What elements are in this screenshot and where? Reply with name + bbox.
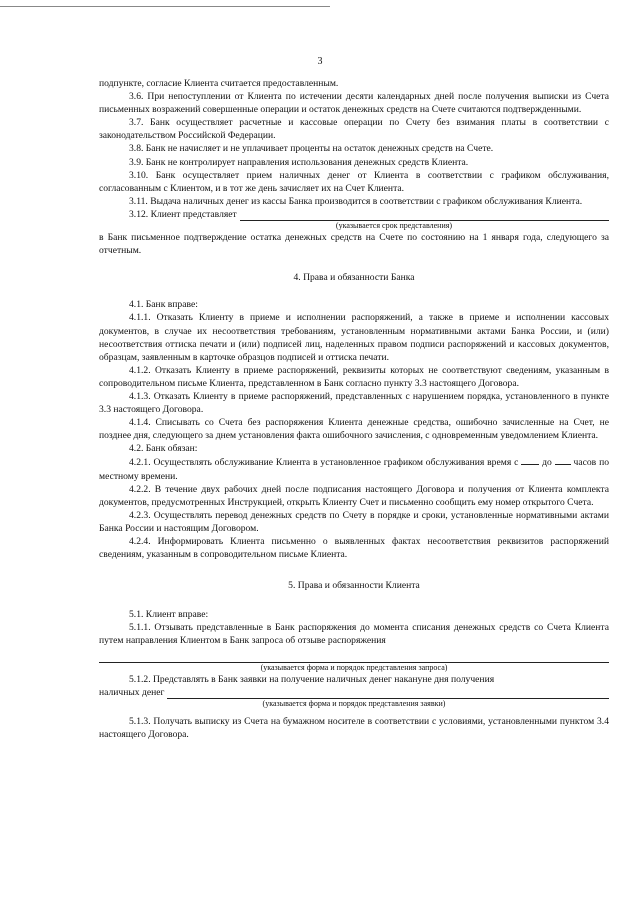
paragraph-5-1-2: 5.1.2. Представлять в Банк заявки на получение наличных денег накануне дня получения (129, 673, 495, 685)
blank-hours-to (555, 455, 571, 465)
paragraph-3-12-continuation: в Банк письменное подтверждение остатка денежных средств на Счете по состоянию на 1 января года, следующего за отчетным. (99, 232, 609, 257)
paragraph-4-1-3: 4.1.3. Отказать Клиенту в приеме распоряжений, представленных с нарушением порядка, установленного в пункте 3.3 настоящего Договора. (99, 390, 609, 416)
page-number: 3 (317, 56, 323, 67)
paragraph-3-10: 3.10. Банк осуществляет прием наличных денег от Клиента в соответствии с графиком обслуживания, согласованным с Клиентом, и в тот же день зачисляет их на Счет Клиента. (99, 169, 609, 194)
paragraph-4-1: 4.1. Банк вправе: (129, 299, 198, 311)
paragraph-4-1-4: 4.1.4. Списывать со Счета без распоряжения Клиента денежные средства, ошибочно зачисленные на Счет, не позднее дня, следующего за днем установления факта ошибочного зачисления, с одновременным уведомлением Клиента. (99, 417, 609, 442)
paragraph-5-1-2-cont: наличных денег (99, 686, 165, 698)
note-term: (указывается срок представления) (335, 221, 453, 231)
paragraph-5-1-1: 5.1.1. Отзывать представленные в Банк распоряжения до момента списания денежных средств со Счета Клиента путем направления Клиентом в Банк запроса об отзыве распоряжения (99, 622, 609, 647)
blank-request-line (99, 652, 609, 663)
paragraph-3-6: 3.6. При непоступлении от Клиента по истечении десяти календарных дней после получения выписки из Счета письменных возражений совершенные операции и остаток денежных средств на Счете считаются подтвержденными. (99, 91, 609, 116)
document-body (99, 77, 609, 741)
paragraph-4-2-1 (99, 455, 609, 482)
paragraph-4-1-1: 4.1.1. Отказать Клиенту в приеме и исполнении распоряжений, а также в приеме и исполнении кассовых документов, в случае их несоответствия требованиям, установленным нормативными актами Банка России, и (или) несоответствия оттиска печати и (или) подписей лиц, наделенных правом подписи распоряжений и кассовых документов, образцам, заявленным в карточке образцов подписей и оттиска печати. (99, 312, 609, 363)
paragraph-4-2-1-start: 4.2.1. Осуществлять обслуживание Клиента в установленное графиком обслуживания время с (129, 457, 519, 469)
paragraph-4-2-3: 4.2.3. Осуществлять перевод денежных средств по Счету в порядке и сроки, установленные нормативными актами Банка России и настоящим Договором. (99, 509, 609, 534)
paragraph-3-5-end: подпункте, согласие Клиента считается предоставленным. (99, 78, 339, 89)
blank-hours-from (521, 455, 539, 465)
paragraph-4-2-4: 4.2.4. Информировать Клиента письменно о выявленных фактах несоответствия реквизитов распоряжений сведениям, указанным в сопроводительном письме Клиента. (99, 536, 609, 561)
paragraph-3-9: 3.9. Банк не контролирует направления использования денежных средств Клиента. (129, 156, 469, 168)
blank-term-field (240, 210, 609, 221)
scan-artifact-line (0, 6, 330, 7)
blank-application-field (167, 688, 609, 699)
paragraph-3-12-label: 3.12. Клиент представляет (129, 208, 237, 220)
paragraph-4-2-1-end: часов по местному времени. (99, 457, 610, 482)
section-4-title: 4. Права и обязанности Банка (293, 272, 415, 284)
paragraph-3-7: 3.7. Банк осуществляет расчетные и кассовые операции по Счету без взимания платы в соответствии с законодательством Российской Федерации. (99, 117, 609, 142)
note-application: (указывается форма и порядок представления заявки) (262, 698, 446, 708)
section-5-title: 5. Права и обязанности Клиента (288, 580, 420, 592)
paragraph-5-1-3: 5.1.3. Получать выписку из Счета на бумажном носителе в соответствии с условиями, установленными пунктом 3.4 настоящего Договора. (99, 715, 609, 740)
paragraph-5-1: 5.1. Клиент вправе: (129, 609, 209, 621)
blank-request-field (99, 652, 609, 663)
paragraph-4-2: 4.2. Банк обязан: (129, 443, 198, 455)
note-request: (указывается форма и порядок представления запроса) (260, 662, 448, 672)
paragraph-5-1-2-line (99, 686, 609, 699)
paragraph-4-2-2: 4.2.2. В течение двух рабочих дней после подписания настоящего Договора и получения от Клиента комплекта документов, предусмотренных Инструкцией, открыть Клиенту Счет и письменно сообщить ему номер открытого Счета. (99, 483, 609, 508)
paragraph-3-12-line (99, 208, 609, 221)
paragraph-4-1-2: 4.1.2. Отказать Клиенту в приеме распоряжений, реквизиты которых не соответствуют сведениям, указанным в сопроводительном письме Клиента, представленном в Банк согласно пункту 3.3 настоящего Договора. (99, 364, 609, 389)
paragraph-3-11: 3.11. Выдача наличных денег из кассы Банка производится в соответствии с графиком обслуживания Клиента. (129, 195, 583, 207)
paragraph-4-2-1-do: до (542, 457, 552, 469)
paragraph-3-8: 3.8. Банк не начисляет и не уплачивает проценты на остаток денежных средств на Счете. (129, 143, 494, 155)
